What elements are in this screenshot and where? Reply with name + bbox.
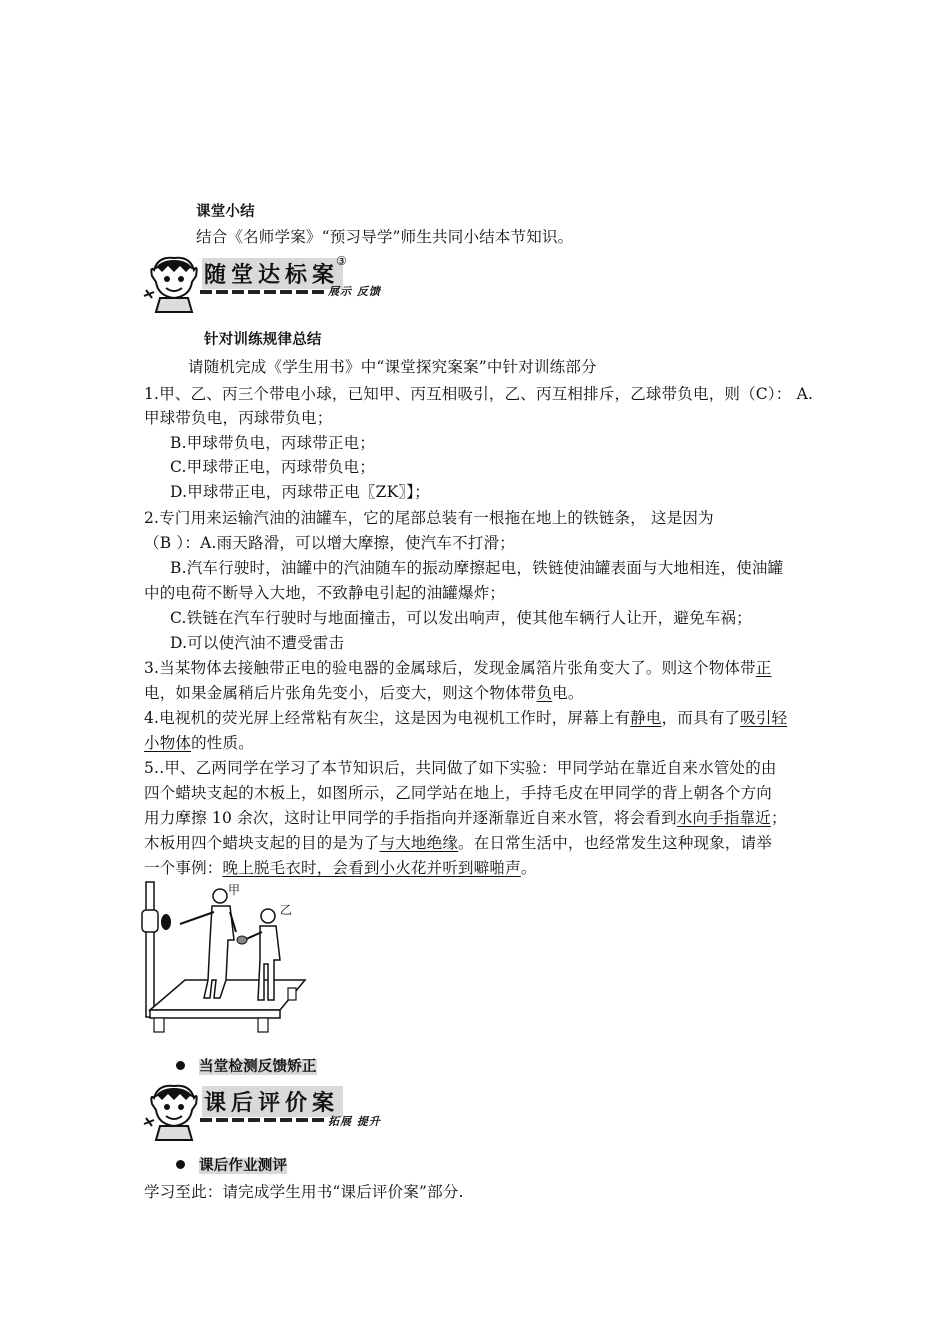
summary-text: 结合《名师学案》“预习导学”师生共同小结本节知识。 <box>196 228 574 246</box>
q2-option-d: D.可以使汽油不遭受雷击 <box>170 634 345 652</box>
q4-answer-1: 静电 <box>630 709 662 727</box>
banner-number: ③ <box>336 254 347 268</box>
training-heading: 针对训练规律总结 <box>204 332 322 348</box>
banner-title: 随堂达标案 <box>202 258 343 289</box>
q4-line2: 小物体的性质。 <box>144 734 254 752</box>
q4-answer-2b: 小物体 <box>144 734 192 752</box>
q1-line2: 甲球带负电，丙球带负电； <box>144 409 333 427</box>
q4-line1: 4.电视机的荧光屏上经常粘有灰尘，这是因为电视机工作时，屏幕上有静电，而具有了吸引轻 <box>144 709 788 727</box>
q5-line4: 木板用四个蜡块支起的目的是为了与大地绝缘。在日常生活中，也经常发生这种现象，请举 <box>144 834 773 852</box>
banner-title: 课后评价案 <box>202 1086 343 1117</box>
cartoon-boy-icon <box>140 252 204 314</box>
q2-option-b2: 中的电荷不断导入大地，不致静电引起的油罐爆炸； <box>144 584 506 602</box>
q2-line1: 2.专门用来运输汽油的油罐车，它的尾部总装有一根拖在地上的铁链条， 这是因为 <box>144 509 714 527</box>
bullet-icon <box>176 1061 185 1070</box>
q2-line2: （B ）：A.雨天路滑，可以增大摩擦，使汽车不打滑； <box>144 534 515 552</box>
q5-answer-2: 与大地绝缘 <box>379 834 459 852</box>
q2-option-b1: B.汽车行驶时，油罐中的汽油随车的振动摩擦起电，铁链使油罐表面与大地相连，使油罐 <box>170 559 784 577</box>
q3-answer-1: 正 <box>755 659 772 677</box>
q2-option-c: C.铁链在汽车行驶时与地面撞击，可以发出响声，使其他车辆行人让开，避免车祸； <box>170 609 752 627</box>
experiment-figure <box>140 880 310 1040</box>
q5-line1: 5..甲、乙两同学在学习了本节知识后，共同做了如下实验：甲同学站在靠近自来水管处的由 <box>144 759 777 777</box>
banner-subtitle: 展示 反馈 <box>328 285 381 298</box>
q5-answer-1: 水向手指靠近 <box>676 809 771 827</box>
homework-text: 学习至此：请完成学生用书“课后评价案”部分. <box>144 1183 464 1201</box>
summary-heading: 课堂小结 <box>196 204 255 220</box>
q1-line1: 1.甲、乙、丙三个带电小球，已知甲、丙互相吸引，乙、丙互相排斥，乙球带负电，则（C）： A. <box>144 385 814 403</box>
q1-option-d: D.甲球带正电，丙球带正电〖ZK〗】； <box>170 483 430 501</box>
banner-after-class <box>140 1080 400 1142</box>
q4-answer-2a: 吸引轻 <box>740 709 788 727</box>
q1-option-b: B.甲球带负电，丙球带正电； <box>170 434 376 452</box>
bullet-icon <box>176 1160 185 1169</box>
q5-line2: 四个蜡块支起的木板上，如图所示，乙同学站在地上，手持毛皮在甲同学的背上朝各个方向 <box>144 784 773 802</box>
q1-option-c: C.甲球带正电，丙球带负电； <box>170 458 376 476</box>
q3-line2: 电，如果金属稍后片张角先变小，后变大，则这个物体带负电。 <box>144 684 584 702</box>
q3-answer-2: 负 <box>536 684 553 702</box>
q3-line1: 3.当某物体去接触带正电的验电器的金属球后，发现金属箔片张角变大了。则这个物体带正 <box>144 659 772 677</box>
cartoon-boy-icon <box>140 1080 204 1142</box>
label-yi: 乙 <box>280 903 293 917</box>
feedback-heading: 当堂检测反馈矫正 <box>176 1057 317 1077</box>
training-intro: 请随机完成《学生用书》中“课堂探究案案”中针对训练部分 <box>188 358 597 376</box>
banner-subtitle: 拓展 提升 <box>328 1115 381 1128</box>
q5-answer-3: 晚上脱毛衣时，会看到小火花并听到噼啪声 <box>222 859 521 877</box>
banner-dashes <box>200 290 325 294</box>
q5-line5: 一个事例：晚上脱毛衣时，会看到小火花并听到噼啪声。 <box>144 859 537 877</box>
banner-dashes <box>200 1118 325 1122</box>
label-jia: 甲 <box>228 883 241 897</box>
homework-heading: 课后作业测评 <box>176 1156 287 1176</box>
q5-line3: 用力摩擦 10 余次，这时让甲同学的手指指向并逐渐靠近自来水管，将会看到水向手指靠近； <box>144 809 787 827</box>
banner-class-practice <box>140 252 400 314</box>
